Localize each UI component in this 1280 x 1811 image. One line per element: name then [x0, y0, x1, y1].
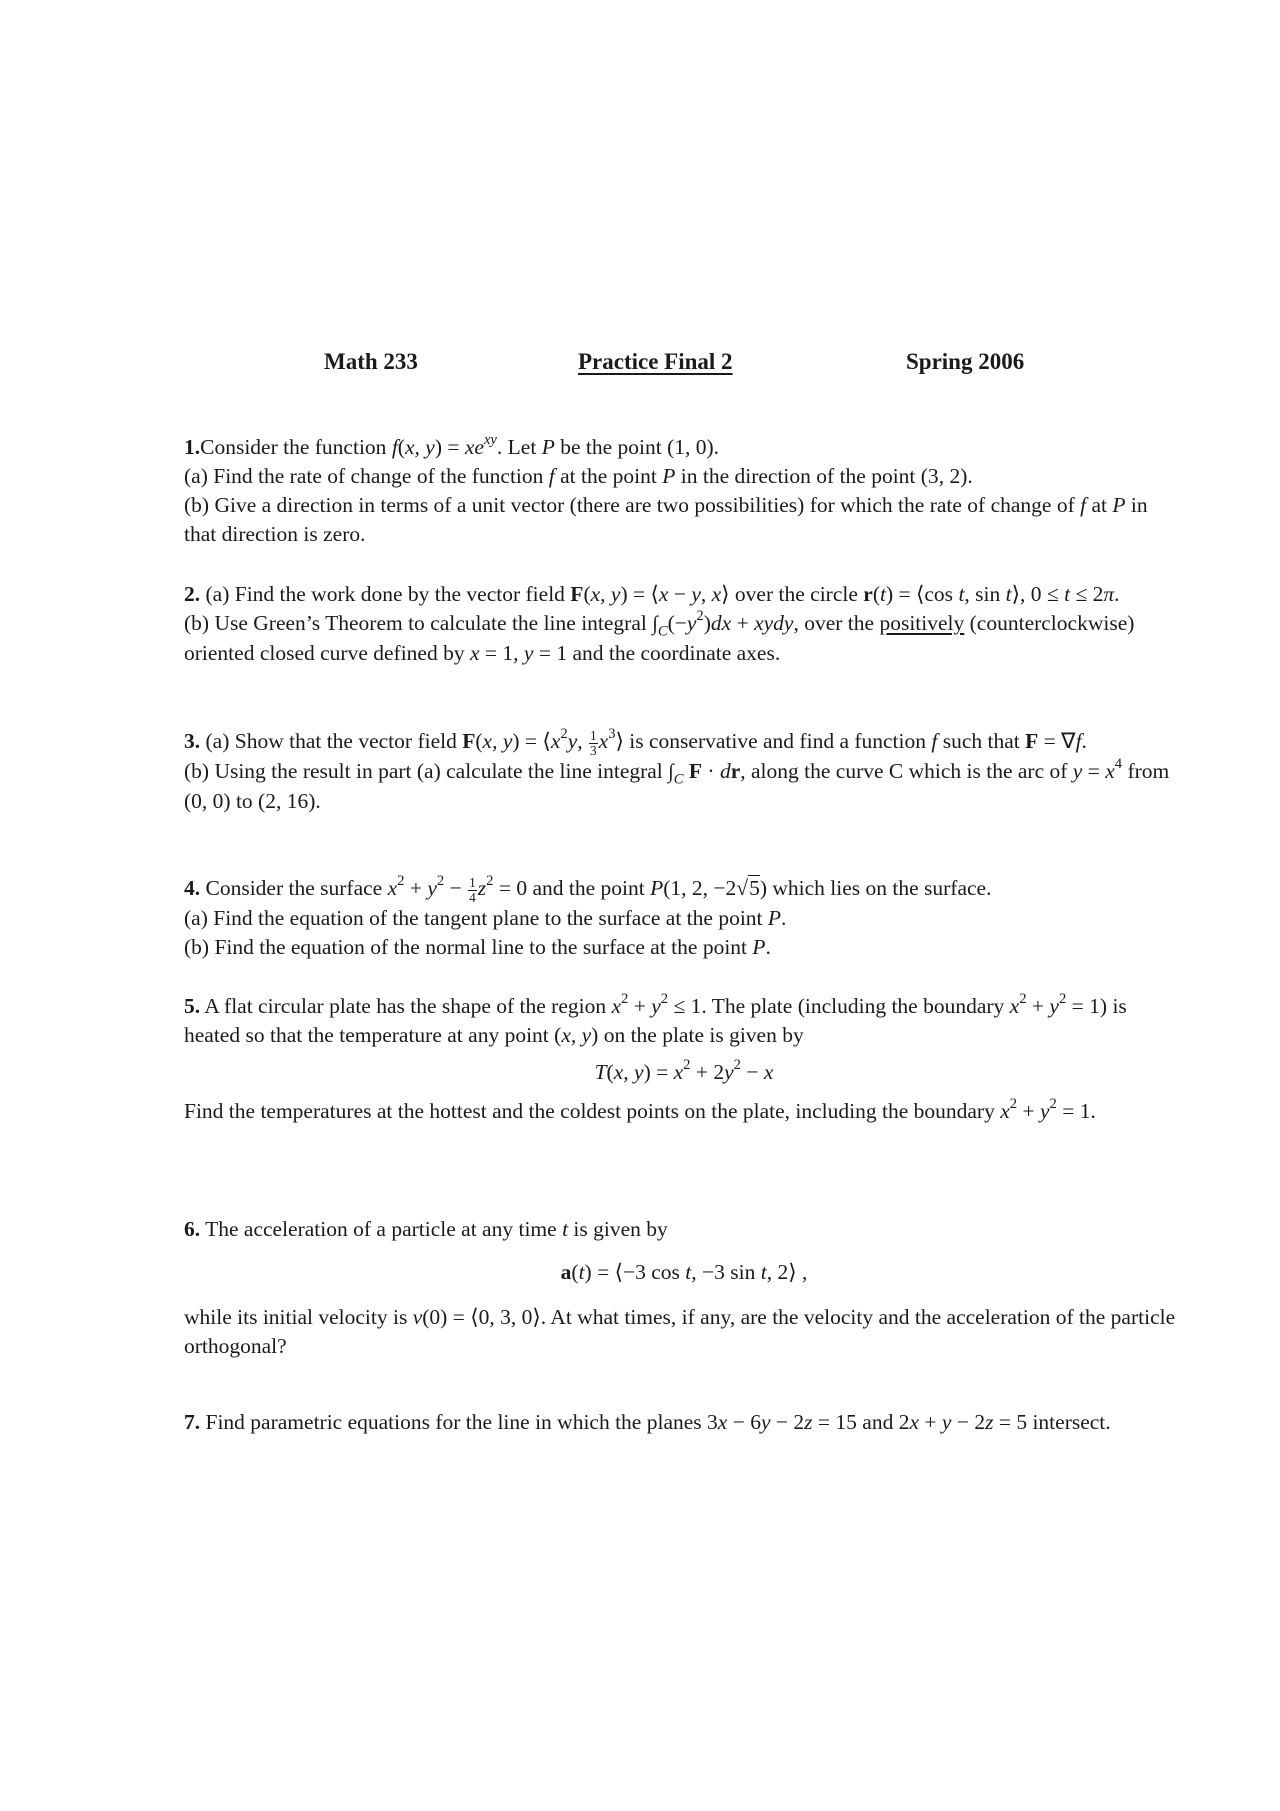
problem-7: 7. Find parametric equations for the line in which the planes 3x − 6y − 2z = 15 and 2x + y − 2z = 5 intersect. [184, 1410, 1111, 1434]
problem-number: 7. [184, 1410, 201, 1434]
problem-number: 1. [184, 435, 201, 459]
problem-number: 4. [184, 876, 201, 900]
problem-6: 6. The acceleration of a particle at any time t is given by a(t) = ⟨−3 cos t, −3 sin t, 2⟩ , while its initial velocity is v(0) = ⟨0, 3, 0⟩. At what times, if any, are the velocity and the acceleration of the particle orthogonal? [184, 1215, 1184, 1361]
problem-1: 1.Consider the function f(x, $y) = xe^{xy}$. Let P be the point (1, 0). (a) Find the rate of change of the function f at the point P in the direction of the point (3, 2). (b) Give a direction in terms of a unit vector (there are two possibilities) for which the rate of change of f at P in that direction is zero. [184, 432, 1148, 546]
problem-2: 2. (a) Find the work done by the vector field F(x, y) = ⟨x − y, x⟩ over the circle r(t) = ⟨cos t, sin t⟩, 0 ≤ t ≤ 2π. (b) Use Green’s Theorem to calculate the line integral $\int_C(-y^2)dx$ + xydy, over the positively (counterclockwise) oriented closed curve defined by x = 1, y = 1 and the coordinate axes. [184, 582, 1135, 665]
underlined-word: positively [879, 611, 965, 635]
problem-5: 5. A flat circular plate has the shape of the region $x^2 + y^2 \le 1$. The plate (including the boundary $x^2 + y^2 = 1$) is heated so that the temperature at any point (x, y) on the plate is given by T(x, $y) = x^2 + 2y^2 - x$ Find the temperatures at the hottest and the coldest points on the plate, including the boundary $x^2 + y^2 = 1$. [184, 992, 1184, 1126]
course-label: Math 233 [324, 349, 418, 374]
problem-number: 5. [184, 994, 201, 1018]
problem-3: 3. (a) Show that the vector field F(x, $y) = ⟨x^2y$, $\frac{1}{3}$ $x^3⟩$ is conservative and find a function f such that F = ∇f. (b) Using the result in part (a) calculate the line integral $\int_C$ F · dr, along the curve C which is the arc of $y = x^4$ from (0, 0) to (2, 16). [184, 726, 1170, 813]
problem-number: 3. [184, 729, 201, 753]
header [0, 349, 1280, 381]
term-label: Spring 2006 [906, 349, 1025, 374]
problem-number: 6. [184, 1217, 201, 1241]
problem-number: 2. [184, 582, 201, 606]
problem-4: 4. Consider the surface $x^2 + y^2$ − $\frac{1}{4}$ $z^2 = 0$ and the point P(1, 2, −2√5) which lies on the surface. (a) Find the equation of the tangent plane to the surface at the point P. (b) Find the equation of the normal line to the surface at the point P. [184, 873, 992, 959]
acceleration-equation: a(t) = ⟨−3 cos t, −3 sin t, 2⟩ , [560, 1260, 808, 1284]
temperature-equation: T(x, $y) = x^2 + 2y^2 - x$ [594, 1057, 774, 1084]
page-title: Practice Final 2 [578, 349, 733, 374]
